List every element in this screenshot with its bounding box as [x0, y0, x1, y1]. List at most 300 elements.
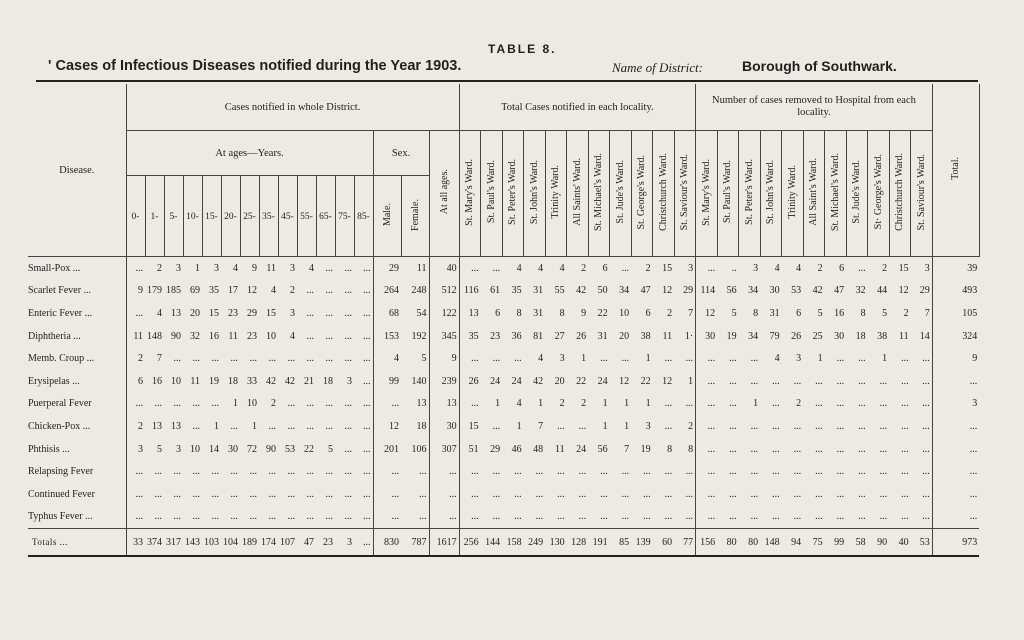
table-cell: ... [674, 393, 696, 416]
hospital-ward-header: Christchurch Ward. [889, 131, 911, 257]
table-cell: ... [969, 466, 978, 478]
locality-ward-header: St. Peter's Ward. [502, 131, 524, 257]
table-cell: 153 [384, 330, 399, 342]
table-cell: 13 [171, 307, 181, 319]
table-cell: ... [643, 511, 651, 523]
table-cell: ... [815, 398, 823, 410]
table-cell: 35 [468, 330, 479, 342]
table-cell: 179 [147, 285, 162, 297]
table-cell: 25 [812, 330, 823, 342]
top-rule [36, 80, 978, 82]
table-cell: 42 [576, 285, 587, 297]
age-header: 55- [297, 176, 316, 257]
table-body [28, 257, 979, 557]
table-cell: ... [793, 511, 802, 523]
table-cell: 30 [228, 443, 238, 455]
table-cell: 19 [640, 443, 651, 455]
table-cell: 23 [316, 529, 335, 557]
table-cell: ... [535, 511, 544, 523]
table-cell: 20 [554, 375, 565, 387]
table-cell: ... [621, 466, 630, 478]
table-cell: ... [750, 420, 759, 432]
table-cell: 20 [619, 330, 630, 342]
table-cell: 85 [610, 529, 632, 557]
table-cell: ... [879, 375, 888, 387]
table-cell: ... [154, 511, 162, 523]
table-cell: ... [729, 511, 737, 523]
table-cell: ... [471, 511, 479, 523]
table-row [28, 325, 979, 348]
table-cell: ... [600, 488, 608, 500]
table-cell: 22 [597, 307, 608, 319]
table-cell: 189 [240, 529, 259, 557]
table-cell: 10 [171, 375, 181, 387]
table-cell: 11 [190, 375, 200, 387]
table-cell: ... [287, 398, 295, 410]
table-cell: ... [879, 488, 888, 500]
table-cell: ... [621, 511, 630, 523]
table-cell: 26 [468, 375, 479, 387]
table-cell: 35 [209, 285, 219, 297]
disease-name: Phthisis ... [28, 438, 126, 461]
table-cell: 14 [209, 443, 219, 455]
table-row [28, 370, 979, 393]
table-row [28, 393, 979, 416]
table-cell: ... [836, 353, 845, 365]
table-cell: 39 [967, 262, 978, 274]
table-cell: ... [707, 511, 716, 523]
table-cell: 53 [285, 443, 295, 455]
table-cell: ... [858, 262, 866, 274]
table-cell: ... [836, 511, 845, 523]
table-cell: 7 [674, 302, 696, 325]
table-cell: 55 [554, 285, 565, 297]
table-cell: 29 [490, 443, 501, 455]
table-cell: ... [230, 420, 238, 432]
table-cell: 249 [524, 529, 546, 557]
table-cell: ... [858, 353, 866, 365]
table-cell: ... [578, 466, 587, 478]
table-cell: ... [772, 488, 780, 500]
table-cell: 29 [674, 280, 696, 303]
table-cell: 50 [597, 285, 608, 297]
table-cell: 11 [228, 330, 238, 342]
table-cell: ... [750, 488, 759, 500]
table-cell: ... [911, 370, 933, 393]
table-cell: 17 [228, 285, 238, 297]
table-cell: 15 [662, 262, 673, 274]
table-cell: ... [750, 511, 759, 523]
table-cell: 15 [468, 420, 479, 432]
disease-header: Disease. [28, 84, 126, 257]
table-cell: ... [621, 262, 630, 274]
table-cell: ... [911, 438, 933, 461]
table-cell: 512 [429, 280, 459, 303]
table-cell: 6 [796, 307, 802, 319]
table-cell: ... [492, 511, 501, 523]
locality-ward-header: St. Saviour's Ward. [674, 131, 696, 257]
disease-name: Small-Pox ... [28, 257, 126, 280]
table-cell: 24 [490, 375, 501, 387]
table-cell: 30 [834, 330, 845, 342]
table-cell: ... [230, 488, 238, 500]
table-cell: 72 [247, 443, 257, 455]
table-cell: 23 [247, 330, 257, 342]
table-cell: ... [600, 511, 608, 523]
table-cell: 6 [839, 262, 845, 274]
table-cell: ... [901, 375, 909, 387]
table-cell: 9 [252, 262, 257, 274]
table-cell: 1· [674, 325, 696, 348]
table-cell: 1 [882, 353, 888, 365]
table-cell: 4 [559, 262, 565, 274]
table-cell: ... [879, 398, 888, 410]
table-cell: ... [173, 511, 181, 523]
table-cell: ... [268, 511, 276, 523]
table-cell: ... [154, 488, 162, 500]
table-cell: 13 [171, 420, 181, 432]
table-row [28, 302, 979, 325]
table-cell: ... [306, 420, 314, 432]
table-cell: ... [325, 262, 333, 274]
table-cell: ... [969, 443, 978, 455]
table-cell: 22 [640, 375, 651, 387]
table-cell: ... [354, 347, 373, 370]
table-cell: ... [429, 460, 459, 483]
table-cell: 4 [233, 262, 238, 274]
table-cell: 1 [602, 398, 608, 410]
table-cell: ... [858, 398, 866, 410]
table-cell: ... [514, 353, 522, 365]
table-cell: ... [707, 398, 716, 410]
table-cell: ... [557, 488, 565, 500]
table-cell: 3 [645, 420, 651, 432]
table-cell: ... [344, 511, 352, 523]
locality-ward-header: St. Michael's Ward. [588, 131, 610, 257]
table-cell: ... [772, 375, 780, 387]
table-cell: ... [306, 488, 314, 500]
table-cell: ... [793, 466, 802, 478]
table-cell: 12 [662, 285, 673, 297]
table-cell: 3 [753, 262, 759, 274]
table-cell: 107 [278, 529, 297, 557]
table-cell: 8 [674, 438, 696, 461]
table-cell: ... [287, 353, 295, 365]
table-cell: 16 [209, 330, 219, 342]
table-cell: ... [729, 375, 737, 387]
table-cell: 11 [133, 330, 143, 342]
table-cell: 31 [533, 307, 544, 319]
table-cell: 42 [812, 285, 823, 297]
table-cell: ... [249, 488, 257, 500]
table-cell: ... [429, 483, 459, 506]
table-cell: 4 [394, 353, 399, 365]
age-header: 5- [164, 176, 183, 257]
table-cell: 40 [429, 257, 459, 280]
table-cell: ... [815, 511, 823, 523]
table-cell: 7 [538, 420, 544, 432]
table-cell: ... [911, 393, 933, 416]
disease-name: Relapsing Fever [28, 460, 126, 483]
age-header: 35- [259, 176, 278, 257]
table-cell: 201 [384, 443, 399, 455]
table-cell: ... [211, 353, 219, 365]
locality-ward-header: St. Jude's Ward. [610, 131, 632, 257]
table-cell: 4 [271, 285, 276, 297]
table-cell: ... [901, 398, 909, 410]
table-cell: 1 [233, 398, 238, 410]
table-cell: ... [911, 483, 933, 506]
table-cell: ... [729, 488, 737, 500]
table-cell: ... [815, 443, 823, 455]
table-cell: ... [401, 506, 429, 529]
table-cell: 128 [567, 529, 589, 557]
table-cell: ... [836, 466, 845, 478]
district-label: Name of District: [612, 60, 703, 75]
table-cell: ... [772, 443, 780, 455]
table-cell: 2 [882, 262, 888, 274]
table-cell: ... [344, 330, 352, 342]
table-cell: 2 [817, 262, 823, 274]
table-cell: ... [325, 307, 333, 319]
table-cell: ... [557, 420, 565, 432]
table-cell: ... [578, 511, 587, 523]
table-cell: 51 [468, 443, 479, 455]
table-cell: ... [901, 488, 909, 500]
table-cell: 4 [774, 262, 780, 274]
table-cell: 374 [145, 529, 164, 557]
table-cell: 1 [645, 353, 651, 365]
table-cell: 31 [533, 285, 544, 297]
table-cell: 13 [152, 420, 162, 432]
table-cell: ... [858, 511, 866, 523]
table-cell: 46 [511, 443, 522, 455]
table-cell: 2 [290, 285, 295, 297]
table-cell: ... [879, 511, 888, 523]
table-cell: 32 [190, 330, 200, 342]
table-cell: 130 [545, 529, 567, 557]
table-cell: ... [969, 375, 978, 387]
disease-name: Typhus Fever ... [28, 506, 126, 529]
table-cell: ... [729, 466, 737, 478]
table-row [28, 415, 979, 438]
table-cell: ... [901, 443, 909, 455]
age-header: 15- [202, 176, 221, 257]
all-ages-header: At all ages. [429, 131, 459, 257]
table-cell: 1617 [429, 529, 459, 557]
locality-ward-header: St. John's Ward. [524, 131, 546, 257]
table-cell: 19 [726, 330, 737, 342]
table-cell: 12 [705, 307, 716, 319]
table-cell: ... [325, 488, 333, 500]
age-header: 85- [354, 176, 373, 257]
table-cell: 12 [662, 375, 673, 387]
table-cell: 8 [516, 307, 522, 319]
table-cell: 143 [183, 529, 202, 557]
table-cell: ... [344, 443, 352, 455]
table-cell: ... [969, 511, 978, 523]
age-header: 10- [183, 176, 202, 257]
table-cell: 185 [166, 285, 181, 297]
table-cell: 1 [538, 398, 544, 410]
hospital-ward-header: St. Jude's Ward. [846, 131, 868, 257]
table-cell: ... [772, 420, 780, 432]
table-cell: ... [858, 443, 866, 455]
table-cell: ... [354, 460, 373, 483]
table-cell: ... [306, 466, 314, 478]
table-cell: ... [135, 488, 143, 500]
disease-name: Erysipelas ... [28, 370, 126, 393]
table-cell: 26 [576, 330, 587, 342]
table-cell: 40 [889, 529, 911, 557]
table-cell: 787 [401, 529, 429, 557]
table-cell: ... [354, 370, 373, 393]
table-cell: ... [901, 353, 909, 365]
table-cell: ... [707, 466, 716, 478]
table-cell: 3 [796, 353, 802, 365]
table-cell: ... [173, 353, 181, 365]
age-header: 45- [278, 176, 297, 257]
table-cell: ... [858, 375, 866, 387]
table-cell: ... [664, 420, 673, 432]
table-cell: 13 [429, 393, 459, 416]
table-cell: ... [354, 325, 373, 348]
table-cell: 830 [373, 529, 401, 557]
table-cell: ... [401, 460, 429, 483]
table-cell: ... [901, 511, 909, 523]
table-cell: 1 [602, 420, 608, 432]
table-cell: ... [514, 466, 522, 478]
table-cell: 15 [209, 307, 219, 319]
table-cell: 33 [247, 375, 257, 387]
table-cell: 2 [157, 262, 162, 274]
table-cell: 5 [157, 443, 162, 455]
table-cell: 30 [705, 330, 716, 342]
table-cell: 3 [214, 262, 219, 274]
table-cell: ... [344, 398, 352, 410]
table-cell: ... [354, 302, 373, 325]
table-cell: 5 [817, 307, 823, 319]
table-cell: ... [643, 466, 651, 478]
table-cell: 56 [726, 285, 737, 297]
table-cell: 94 [782, 529, 804, 557]
table-cell: 47 [297, 529, 316, 557]
table-cell: ... [249, 511, 257, 523]
table-cell: 8 [559, 307, 565, 319]
table-cell: ... [401, 483, 429, 506]
disease-name: Enteric Fever ... [28, 302, 126, 325]
table-cell: 13 [401, 393, 429, 416]
table-cell: 19 [209, 375, 219, 387]
table-cell: ... [729, 420, 737, 432]
table-cell: ... [492, 353, 501, 365]
whole-district-header: Cases notified in whole District. [126, 84, 459, 131]
table-cell: 2 [667, 307, 673, 319]
table-cell: ... [306, 330, 314, 342]
table-cell: ... [230, 511, 238, 523]
table-cell: 53 [791, 285, 802, 297]
total-header: Total. [932, 84, 979, 257]
hospital-ward-header: St. Saviour's Ward. [911, 131, 933, 257]
totals-row [28, 529, 979, 557]
table-cell: 3 [290, 307, 295, 319]
table-cell: ... [911, 460, 933, 483]
table-cell: ... [354, 257, 373, 280]
table-cell: 18 [323, 375, 333, 387]
table-cell: 1 [674, 370, 696, 393]
district-value: Borough of Southwark. [742, 58, 897, 74]
table-cell: 5 [882, 307, 888, 319]
table-cell: ... [858, 488, 866, 500]
table-cell: 140 [401, 370, 429, 393]
table-cell: 44 [877, 285, 888, 297]
table-cell: ... [192, 353, 200, 365]
table-cell: ... [793, 443, 802, 455]
table-cell: ... [901, 420, 909, 432]
table-cell: 18 [855, 330, 866, 342]
table-cell: 11 [554, 443, 565, 455]
locality-ward-header: St. Paul's Ward. [481, 131, 503, 257]
table-cell: 122 [429, 302, 459, 325]
table-cell: ... [211, 398, 219, 410]
table-cell: 3 [176, 262, 181, 274]
table-cell: 18 [228, 375, 238, 387]
table-cell: 4 [538, 262, 544, 274]
table-cell: 53 [911, 529, 933, 557]
table-cell: 9 [138, 285, 143, 297]
table-cell: ... [969, 488, 978, 500]
table-cell: 264 [384, 285, 399, 297]
table-cell: ... [836, 398, 845, 410]
table-cell: 15 [898, 262, 909, 274]
disease-name: Puerperal Fever [28, 393, 126, 416]
table-cell: 20 [190, 307, 200, 319]
table-cell: ... [535, 488, 544, 500]
table-cell: ... [879, 420, 888, 432]
table-cell: 2 [581, 262, 587, 274]
table-cell: ... [492, 488, 501, 500]
locality-ward-header: All Saints' Ward. [567, 131, 589, 257]
table-cell: ... [750, 443, 759, 455]
table-cell: ... [429, 506, 459, 529]
table-cell: ... [268, 420, 276, 432]
table-cell: ... [354, 280, 373, 303]
table-cell: ... [815, 375, 823, 387]
table-cell: ... [750, 353, 759, 365]
locality-ward-header: St. Mary's Ward. [459, 131, 481, 257]
table-cell: ... [471, 398, 479, 410]
table-cell: 31 [769, 307, 780, 319]
table-cell: 3 [335, 529, 354, 557]
table-cell: 10 [247, 398, 257, 410]
table-cell: 9 [972, 353, 978, 365]
table-cell: 345 [429, 325, 459, 348]
table-cell: ... [707, 353, 716, 365]
locality-ward-header: Trinity Ward. [545, 131, 567, 257]
table-cell: 29 [911, 280, 933, 303]
age-header: 75- [335, 176, 354, 257]
table-row [28, 347, 979, 370]
table-cell: 1 [252, 420, 257, 432]
table-cell: 68 [389, 307, 399, 319]
at-ages-header: At ages—Years. [126, 131, 373, 176]
table-cell: ... [674, 506, 696, 529]
table-cell: 148 [760, 529, 782, 557]
table-cell: ... [815, 488, 823, 500]
table-cell: ... [268, 466, 276, 478]
table-cell: 9 [429, 347, 459, 370]
table-cell: 18 [401, 415, 429, 438]
